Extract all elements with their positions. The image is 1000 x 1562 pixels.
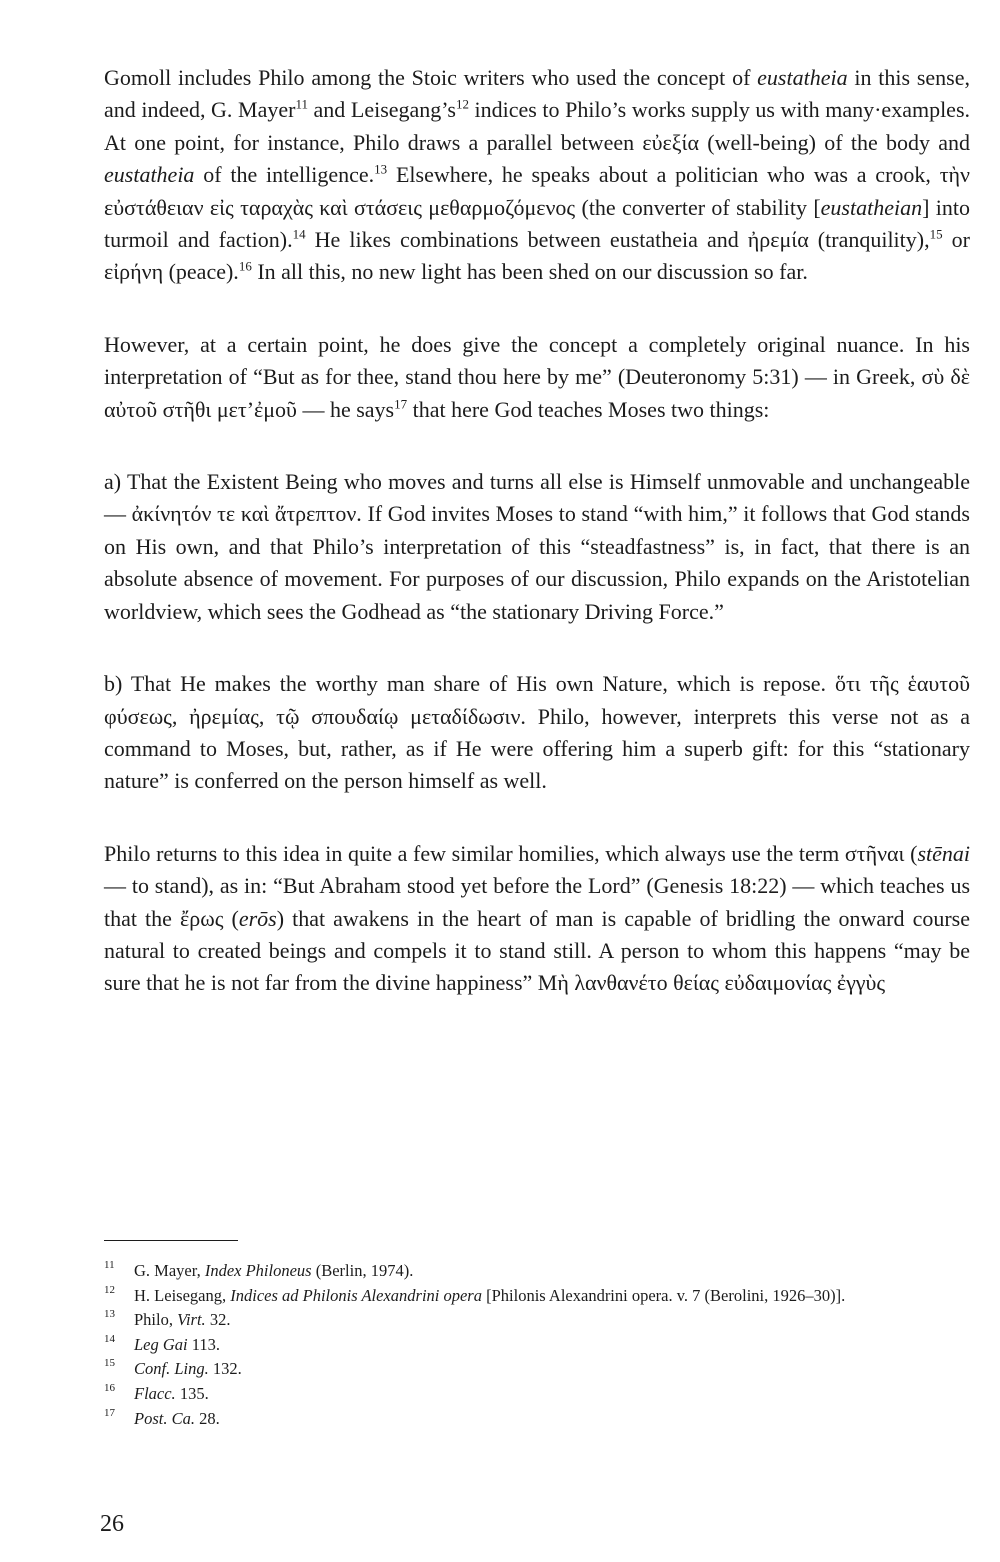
italic-term: Post. Ca. xyxy=(134,1408,195,1428)
text-run: 28. xyxy=(194,1408,220,1428)
footnote-text xyxy=(134,1308,970,1333)
footnote-number: 15 xyxy=(104,1357,115,1370)
text-run: indices to Philo’s works supply us with many·examples. At one point, for instance, Philo draws a parallel between εὐεξία (well-being) of the body and xyxy=(104,97,971,155)
footnote-ref: 15 xyxy=(929,226,943,242)
footnote-number: 11 xyxy=(104,1259,115,1271)
footnote-divider xyxy=(104,1240,238,1241)
footnote xyxy=(104,1308,970,1333)
paragraph xyxy=(104,466,970,628)
italic-term: eustatheian xyxy=(820,194,923,220)
italic-term: stēnai xyxy=(917,840,970,866)
text-run: Philo returns to this idea in quite a few similar homilies, which always use the term στῆναι ( xyxy=(104,840,918,866)
footnote-ref: 16 xyxy=(238,259,252,275)
footnote-number: 16 xyxy=(104,1381,115,1394)
text-run: In all this, no new light has been shed on our discussion so far. xyxy=(251,259,808,285)
text-run: Gomoll includes Philo among the Stoic writers who used the concept of xyxy=(104,65,758,90)
footnote-text xyxy=(134,1382,970,1407)
text-run: of the intelligence. xyxy=(194,162,375,188)
paragraph xyxy=(104,668,970,798)
footnote xyxy=(104,1407,970,1432)
footnote-text xyxy=(134,1284,970,1309)
paragraph xyxy=(104,329,970,426)
footnote-ref: 17 xyxy=(394,396,408,412)
italic-term: erōs xyxy=(238,905,277,931)
footnote-text xyxy=(134,1333,970,1358)
text-run: 132. xyxy=(208,1359,242,1379)
text-run: ] into turmoil and faction). xyxy=(104,194,970,253)
footnotes xyxy=(104,1259,970,1431)
text-run: that here God teaches Moses two things: xyxy=(407,396,770,422)
text-run: in this sense, and indeed, G. Mayer xyxy=(104,65,970,123)
footnote-text xyxy=(134,1357,970,1382)
italic-term: eustatheia xyxy=(104,162,195,188)
page-number: 26 xyxy=(100,1511,124,1537)
footnote-number: 14 xyxy=(104,1332,115,1345)
main-text xyxy=(104,62,970,1000)
footnote-ref: 12 xyxy=(455,97,469,113)
italic-term: Flacc. xyxy=(134,1383,176,1403)
footnote-ref: 11 xyxy=(295,97,308,113)
italic-term: eustatheia xyxy=(757,65,848,90)
italic-term: Leg Gai xyxy=(134,1334,188,1354)
footnote xyxy=(104,1357,970,1382)
text-run: He likes combinations between eustatheia and ἠρεμία (tranquility), xyxy=(305,227,930,253)
footnote-number: 12 xyxy=(104,1283,115,1296)
text-run: [Philonis Alexandrini opera. v. 7 (Berolini, 1926–30)]. xyxy=(481,1285,846,1305)
text-run: H. Leisegang, xyxy=(134,1285,231,1305)
footnote xyxy=(104,1333,970,1358)
italic-term: Virt. xyxy=(177,1310,206,1330)
text-run: Elsewhere, he speaks about a politician who was a crook, τὴν εὐστάθειαν εἰς ταραχὰς καὶ στάσεις μεθαρμοζόμενος (the converter of stability [ xyxy=(104,162,970,220)
footnote-number: 13 xyxy=(104,1308,115,1321)
footnote xyxy=(104,1382,970,1407)
text-run: 135. xyxy=(175,1383,209,1403)
paragraph xyxy=(104,62,970,289)
footnote-ref: 13 xyxy=(374,161,388,177)
text-run: Philo, xyxy=(134,1310,178,1330)
footnote-ref: 14 xyxy=(292,226,306,242)
footnote xyxy=(104,1259,970,1284)
text-run: b) That He makes the worthy man share of His own Nature, which is repose. ὅτι τῆς ἑαυτοῦ φύσεως, ἠρεμίας, τῷ σπουδαίῳ μεταδίδωσιν. Philo, however, interprets this verse not as a command to Moses, but, rather, as if He were offering him a superb gift: for this “stationary nature” is conferred on the person himself as well. xyxy=(104,671,970,794)
text-run: or εἰρήνη (peace). xyxy=(104,227,970,285)
footnote-text xyxy=(134,1407,970,1432)
footnote-number: 17 xyxy=(104,1406,115,1419)
footnote xyxy=(104,1284,970,1309)
text-run: (Berlin, 1974). xyxy=(311,1261,414,1280)
text-run: — to stand), as in: “But Abraham stood yet before the Lord” (Genesis 18:22) — which teaches us that the ἔρως ( xyxy=(104,873,970,931)
paragraph xyxy=(104,838,970,1000)
text-run: G. Mayer, xyxy=(134,1261,205,1280)
text-run: a) That the Existent Being who moves and turns all else is Himself unmovable and unchangeable — ἀκίνητόν τε καὶ ἄτρεπτον. If God invites Moses to stand “with him,” it follows that God stands on His own, and that Philo’s interpretation of this “steadfastness” is, in fact, that there is an absolute absence of movement. For purposes of our discussion, Philo expands on the Aristotelian worldview, which sees the Godhead as “the stationary Driving Force.” xyxy=(104,469,970,624)
italic-term: Conf. Ling. xyxy=(134,1359,209,1379)
text-run: ) that awakens in the heart of man is capable of bridling the onward course natural to created beings and compels it to stand still. A person to whom this happens “may be sure that he is not far from the divine happiness” Μὴ λανθανέτο θείας εὐδαιμονίας ἐγγὺς xyxy=(104,905,970,996)
text-run: 113. xyxy=(187,1334,221,1354)
italic-term: Index Philoneus xyxy=(204,1261,312,1280)
italic-term: Indices ad Philonis Alexandrini opera xyxy=(230,1285,482,1305)
text-run: However, at a certain point, he does give the concept a completely original nuance. In his interpretation of “But as for thee, stand thou here by me” (Deuteronomy 5:31) — in Greek, σὺ δὲ αὐτοῦ στῆθι μετ’ἐμοῦ — he says xyxy=(104,331,970,422)
text-run: 32. xyxy=(205,1310,231,1330)
footnote-text xyxy=(134,1259,970,1284)
text-run: and Leisegang’s xyxy=(307,97,456,123)
